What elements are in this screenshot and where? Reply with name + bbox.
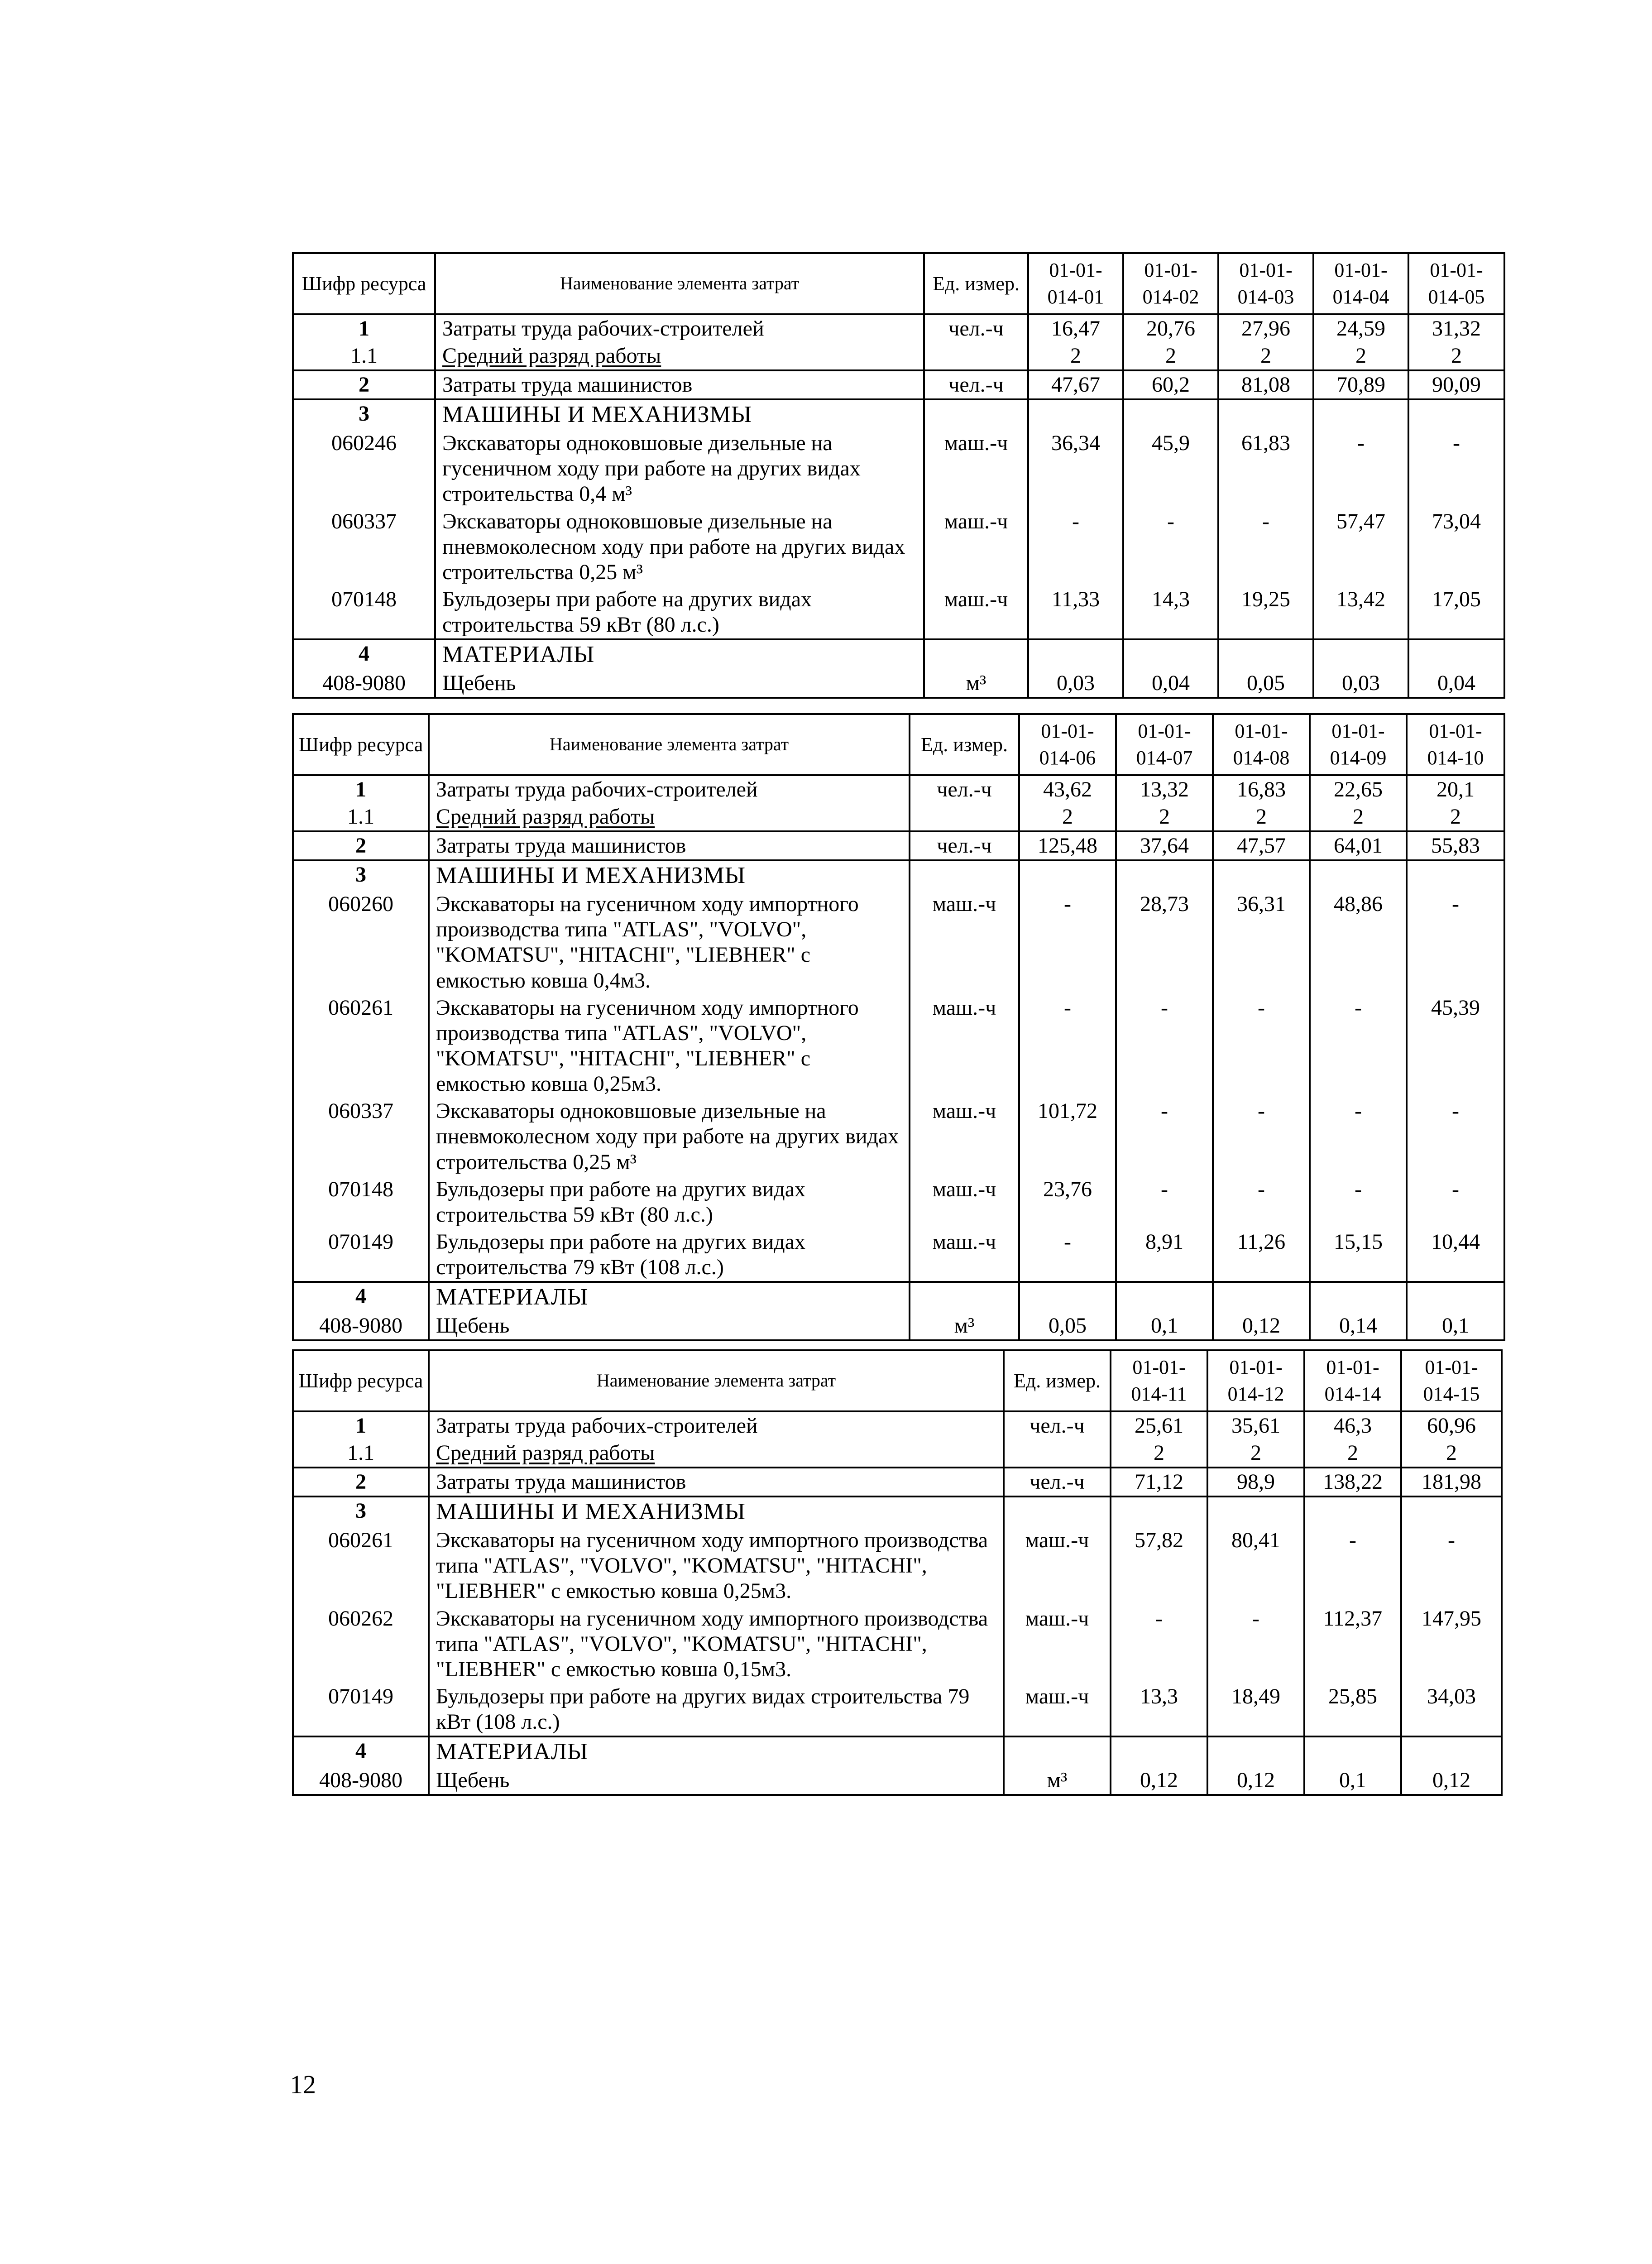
col-header-norm: 01-01- 014-04 — [1313, 253, 1408, 314]
resource-code: 060261 — [293, 994, 429, 1098]
unit — [1004, 1497, 1111, 1527]
unit: маш.-ч — [1004, 1605, 1111, 1683]
cost-element-name: Затраты труда рабочих-строителей — [435, 314, 924, 342]
resource-code: 2 — [293, 1468, 429, 1497]
unit — [924, 342, 1028, 370]
norm-value: 98,9 — [1207, 1468, 1304, 1497]
norm-value: 47,67 — [1028, 370, 1123, 399]
norm-value: 0,1 — [1116, 1312, 1213, 1340]
table-row — [293, 430, 1504, 508]
unit: м³ — [924, 670, 1028, 698]
norm-value: 0,12 — [1213, 1312, 1310, 1340]
unit — [1004, 1736, 1111, 1767]
unit: чел.-ч — [924, 370, 1028, 399]
table-row — [293, 1176, 1504, 1228]
table-row — [293, 1767, 1502, 1795]
col-header-name: Наименование элемента затрат — [435, 253, 924, 314]
norm-value: 2 — [1304, 1439, 1401, 1468]
unit: чел.-ч — [924, 314, 1028, 342]
norm-value: - — [1207, 1605, 1304, 1683]
norm-value: 13,42 — [1313, 586, 1408, 639]
norm-value: 81,08 — [1218, 370, 1313, 399]
col-header-unit: Ед. измер. — [924, 253, 1028, 314]
col-header-name: Наименование элемента затрат — [429, 714, 910, 775]
norm-value: 23,76 — [1019, 1176, 1116, 1228]
unit: маш.-ч — [1004, 1527, 1111, 1605]
unit — [1004, 1439, 1111, 1468]
unit — [910, 1282, 1019, 1312]
table-row — [293, 370, 1504, 399]
norm-value: 0,05 — [1218, 670, 1313, 698]
norm-value: 70,89 — [1313, 370, 1408, 399]
norm-value: 2 — [1019, 803, 1116, 831]
norm-value: 11,33 — [1028, 586, 1123, 639]
norm-value: 46,3 — [1304, 1411, 1401, 1439]
norm-value: - — [1019, 1228, 1116, 1282]
header-row — [293, 253, 1504, 314]
norm-value: 8,91 — [1116, 1228, 1213, 1282]
resource-code: 070149 — [293, 1683, 429, 1736]
unit: чел.-ч — [910, 775, 1019, 803]
norm-value: 43,62 — [1019, 775, 1116, 803]
resource-code: 4 — [293, 639, 435, 670]
norm-value: 31,32 — [1408, 314, 1504, 342]
unit: чел.-ч — [1004, 1468, 1111, 1497]
norm-value: 25,85 — [1304, 1683, 1401, 1736]
norms-table-3 — [292, 1349, 1503, 1796]
norm-value: 0,12 — [1111, 1767, 1207, 1795]
col-header-norm: 01-01- 014-15 — [1401, 1350, 1502, 1411]
norm-value — [1408, 399, 1504, 430]
norm-value: 48,86 — [1310, 891, 1407, 994]
table-row — [293, 1605, 1502, 1683]
norm-value: - — [1123, 508, 1218, 586]
norm-value: 24,59 — [1313, 314, 1408, 342]
section-row — [293, 1282, 1504, 1312]
cost-element-name: Щебень — [429, 1767, 1004, 1795]
norm-value: 0,12 — [1207, 1767, 1304, 1795]
norm-value: 61,83 — [1218, 430, 1313, 508]
table-row — [293, 1439, 1502, 1468]
norm-value: 10,44 — [1407, 1228, 1504, 1282]
col-header-code: Шифр ресурса — [293, 714, 429, 775]
norm-value — [1111, 1736, 1207, 1767]
cost-element-name: Средний разряд работы — [435, 342, 924, 370]
norm-value: 2 — [1313, 342, 1408, 370]
norm-value: 13,3 — [1111, 1683, 1207, 1736]
norm-value: 0,05 — [1019, 1312, 1116, 1340]
resource-code: 408-9080 — [293, 1767, 429, 1795]
norm-value — [1019, 860, 1116, 891]
norm-value: 90,09 — [1408, 370, 1504, 399]
norm-value: 73,04 — [1408, 508, 1504, 586]
norm-value — [1019, 1282, 1116, 1312]
table-row — [293, 831, 1504, 860]
norm-value: 0,04 — [1408, 670, 1504, 698]
col-header-unit: Ед. измер. — [1004, 1350, 1111, 1411]
unit: чел.-ч — [910, 831, 1019, 860]
resource-code: 4 — [293, 1282, 429, 1312]
norm-value: 0,1 — [1304, 1767, 1401, 1795]
norm-value: 138,22 — [1304, 1468, 1401, 1497]
norm-value — [1207, 1497, 1304, 1527]
cost-element-name: Затраты труда машинистов — [429, 1468, 1004, 1497]
section-title: МАТЕРИАЛЫ — [429, 1282, 910, 1312]
section-row — [293, 1736, 1502, 1767]
resource-code: 060262 — [293, 1605, 429, 1683]
resource-code: 1.1 — [293, 803, 429, 831]
norm-value — [1111, 1497, 1207, 1527]
unit: чел.-ч — [1004, 1411, 1111, 1439]
unit — [910, 860, 1019, 891]
norm-value: - — [1407, 1098, 1504, 1175]
table-row — [293, 314, 1504, 342]
norm-value — [1401, 1497, 1502, 1527]
section-title: МАШИНЫ И МЕХАНИЗМЫ — [429, 1497, 1004, 1527]
col-header-norm: 01-01- 014-12 — [1207, 1350, 1304, 1411]
norm-value — [1401, 1736, 1502, 1767]
col-header-norm: 01-01- 014-08 — [1213, 714, 1310, 775]
norm-value: 20,1 — [1407, 775, 1504, 803]
cost-element-name: Экскаваторы на гусеничном ходу импортного производства типа "ATLAS", "VOLVO", "KOMATSU", "HITACHI", "LIEBHER" с емкостью ковша 0,4м3. — [429, 891, 910, 994]
col-header-norm: 01-01- 014-05 — [1408, 253, 1504, 314]
header-row — [293, 714, 1504, 775]
unit — [924, 639, 1028, 670]
norm-value: 0,03 — [1313, 670, 1408, 698]
norm-value: 25,61 — [1111, 1411, 1207, 1439]
norm-value: 20,76 — [1123, 314, 1218, 342]
norm-value: 0,12 — [1401, 1767, 1502, 1795]
table-row — [293, 508, 1504, 586]
col-header-norm: 01-01- 014-01 — [1028, 253, 1123, 314]
col-header-norm: 01-01- 014-03 — [1218, 253, 1313, 314]
col-header-code: Шифр ресурса — [293, 1350, 429, 1411]
unit — [924, 399, 1028, 430]
norm-value: 28,73 — [1116, 891, 1213, 994]
norm-value: 0,1 — [1407, 1312, 1504, 1340]
col-header-norm: 01-01- 014-07 — [1116, 714, 1213, 775]
norm-value — [1310, 860, 1407, 891]
norm-value: 2 — [1207, 1439, 1304, 1468]
resource-code: 060261 — [293, 1527, 429, 1605]
cost-element-name: Экскаваторы одноковшовые дизельные на гусеничном ходу при работе на других видах строительства 0,4 м³ — [435, 430, 924, 508]
resource-code: 060246 — [293, 430, 435, 508]
norm-value: - — [1116, 1098, 1213, 1175]
resource-code: 1 — [293, 314, 435, 342]
norm-value: 112,37 — [1304, 1605, 1401, 1683]
norm-value — [1313, 639, 1408, 670]
unit — [910, 803, 1019, 831]
norm-value: 14,3 — [1123, 586, 1218, 639]
norm-value: - — [1304, 1527, 1401, 1605]
norm-value — [1207, 1736, 1304, 1767]
norm-value: - — [1028, 508, 1123, 586]
unit: маш.-ч — [910, 1176, 1019, 1228]
unit: маш.-ч — [910, 1228, 1019, 1282]
norm-value: 0,04 — [1123, 670, 1218, 698]
cost-element-name: Экскаваторы на гусеничном ходу импортного производства типа "ATLAS", "VOLVO", "KOMATSU", "HITACHI", "LIEBHER" с емкостью ковша 0,25м3. — [429, 994, 910, 1098]
norm-value: - — [1019, 994, 1116, 1098]
col-header-norm: 01-01- 014-09 — [1310, 714, 1407, 775]
norm-value — [1116, 860, 1213, 891]
table-row — [293, 1683, 1502, 1736]
norm-value: - — [1310, 1098, 1407, 1175]
norm-value: 45,9 — [1123, 430, 1218, 508]
norm-value — [1218, 399, 1313, 430]
cost-element-name: Затраты труда рабочих-строителей — [429, 775, 910, 803]
norm-value — [1213, 860, 1310, 891]
col-header-norm: 01-01- 014-14 — [1304, 1350, 1401, 1411]
table-row — [293, 1527, 1502, 1605]
norm-value: 19,25 — [1218, 586, 1313, 639]
table-row — [293, 586, 1504, 639]
norm-value: 2 — [1310, 803, 1407, 831]
norm-value: - — [1313, 430, 1408, 508]
col-header-norm: 01-01- 014-02 — [1123, 253, 1218, 314]
cost-element-name: Щебень — [435, 670, 924, 698]
header-row — [293, 1350, 1502, 1411]
norm-value: 34,03 — [1401, 1683, 1502, 1736]
norm-value: 47,57 — [1213, 831, 1310, 860]
resource-code: 2 — [293, 831, 429, 860]
norm-value: 2 — [1123, 342, 1218, 370]
norm-value: 11,26 — [1213, 1228, 1310, 1282]
norm-value — [1028, 639, 1123, 670]
section-row — [293, 1497, 1502, 1527]
cost-element-name: Бульдозеры при работе на других видах строительства 59 кВт (80 л.с.) — [435, 586, 924, 639]
unit: маш.-ч — [910, 1098, 1019, 1175]
page-number: 12 — [290, 2070, 316, 2099]
cost-element-name: Экскаваторы одноковшовые дизельные на пневмоколесном ходу при работе на других видах строительства 0,25 м³ — [429, 1098, 910, 1175]
norm-value: 64,01 — [1310, 831, 1407, 860]
resource-code: 1.1 — [293, 1439, 429, 1468]
norm-value: - — [1407, 891, 1504, 994]
resource-code: 4 — [293, 1736, 429, 1767]
norm-value: 60,2 — [1123, 370, 1218, 399]
cost-element-name: Затраты труда машинистов — [429, 831, 910, 860]
norm-value: 45,39 — [1407, 994, 1504, 1098]
norm-value: 36,31 — [1213, 891, 1310, 994]
table-row — [293, 1411, 1502, 1439]
section-title: МАТЕРИАЛЫ — [435, 639, 924, 670]
unit: м³ — [1004, 1767, 1111, 1795]
norm-value: - — [1213, 994, 1310, 1098]
col-header-name: Наименование элемента затрат — [429, 1350, 1004, 1411]
table-row — [293, 1098, 1504, 1175]
resource-code: 1.1 — [293, 342, 435, 370]
norm-value: 57,47 — [1313, 508, 1408, 586]
norm-value: - — [1310, 994, 1407, 1098]
norm-value: 22,65 — [1310, 775, 1407, 803]
cost-element-name: Средний разряд работы — [429, 803, 910, 831]
norm-value — [1028, 399, 1123, 430]
norm-value: - — [1310, 1176, 1407, 1228]
norm-value: 2 — [1218, 342, 1313, 370]
resource-code: 1 — [293, 1411, 429, 1439]
resource-code: 070148 — [293, 1176, 429, 1228]
resource-code: 070149 — [293, 1228, 429, 1282]
norm-value: 147,95 — [1401, 1605, 1502, 1683]
norm-value: 101,72 — [1019, 1098, 1116, 1175]
resource-code: 3 — [293, 860, 429, 891]
norm-value: - — [1213, 1176, 1310, 1228]
norm-value: - — [1213, 1098, 1310, 1175]
norm-value: - — [1401, 1527, 1502, 1605]
table-row — [293, 891, 1504, 994]
norm-value: 18,49 — [1207, 1683, 1304, 1736]
norm-value: 57,82 — [1111, 1527, 1207, 1605]
norm-value: 181,98 — [1401, 1468, 1502, 1497]
section-row — [293, 860, 1504, 891]
norm-value: 2 — [1028, 342, 1123, 370]
norm-value: 2 — [1401, 1439, 1502, 1468]
norm-value: - — [1019, 891, 1116, 994]
unit: маш.-ч — [924, 508, 1028, 586]
norm-value: 60,96 — [1401, 1411, 1502, 1439]
cost-element-name: Экскаваторы на гусеничном ходу импортного производства типа "ATLAS", "VOLVO", "KOMATSU", "HITACHI", "LIEBHER" с емкостью ковша 0,25м3. — [429, 1527, 1004, 1605]
resource-code: 060260 — [293, 891, 429, 994]
norm-value: - — [1407, 1176, 1504, 1228]
table-row — [293, 994, 1504, 1098]
norm-value: 27,96 — [1218, 314, 1313, 342]
norm-value — [1310, 1282, 1407, 1312]
norm-value: 2 — [1213, 803, 1310, 831]
cost-element-name: Затраты труда рабочих-строителей — [429, 1411, 1004, 1439]
norm-value: 37,64 — [1116, 831, 1213, 860]
unit: м³ — [910, 1312, 1019, 1340]
norm-value: - — [1116, 1176, 1213, 1228]
section-title: МАШИНЫ И МЕХАНИЗМЫ — [435, 399, 924, 430]
norm-value: 36,34 — [1028, 430, 1123, 508]
norms-table-2 — [292, 713, 1505, 1341]
cost-element-name: Затраты труда машинистов — [435, 370, 924, 399]
resource-code: 408-9080 — [293, 670, 435, 698]
cost-element-name: Щебень — [429, 1312, 910, 1340]
table-row — [293, 803, 1504, 831]
resource-code: 408-9080 — [293, 1312, 429, 1340]
norm-value: - — [1408, 430, 1504, 508]
table-row — [293, 775, 1504, 803]
norm-value — [1313, 399, 1408, 430]
col-header-unit: Ед. измер. — [910, 714, 1019, 775]
cost-element-name: Средний разряд работы — [429, 1439, 1004, 1468]
norm-value: 80,41 — [1207, 1527, 1304, 1605]
section-title: МАТЕРИАЛЫ — [429, 1736, 1004, 1767]
cost-element-name: Бульдозеры при работе на других видах строительства 59 кВт (80 л.с.) — [429, 1176, 910, 1228]
norm-value — [1304, 1497, 1401, 1527]
norm-value — [1407, 860, 1504, 891]
table-row — [293, 1468, 1502, 1497]
col-header-norm: 01-01- 014-11 — [1111, 1350, 1207, 1411]
norm-value — [1123, 399, 1218, 430]
resource-code: 1 — [293, 775, 429, 803]
norm-value: 2 — [1111, 1439, 1207, 1468]
cost-element-name: Бульдозеры при работе на других видах строительства 79 кВт (108 л.с.) — [429, 1683, 1004, 1736]
norm-value: 71,12 — [1111, 1468, 1207, 1497]
unit: маш.-ч — [924, 430, 1028, 508]
norm-value — [1218, 639, 1313, 670]
norm-value — [1408, 639, 1504, 670]
norm-value: - — [1116, 994, 1213, 1098]
norm-value: 0,03 — [1028, 670, 1123, 698]
norm-value: 17,05 — [1408, 586, 1504, 639]
norm-value — [1123, 639, 1218, 670]
resource-code: 2 — [293, 370, 435, 399]
norms-table-1 — [292, 252, 1505, 699]
norm-value: 35,61 — [1207, 1411, 1304, 1439]
section-row — [293, 639, 1504, 670]
cost-element-name: Экскаваторы одноковшовые дизельные на пневмоколесном ходу при работе на других видах строительства 0,25 м³ — [435, 508, 924, 586]
resource-code: 3 — [293, 1497, 429, 1527]
norm-value: 16,83 — [1213, 775, 1310, 803]
norm-value: 2 — [1408, 342, 1504, 370]
norm-value — [1407, 1282, 1504, 1312]
norm-value: 2 — [1116, 803, 1213, 831]
cost-element-name: Экскаваторы на гусеничном ходу импортного производства типа "ATLAS", "VOLVO", "KOMATSU", "HITACHI", "LIEBHER" с емкостью ковша 0,15м3. — [429, 1605, 1004, 1683]
table-row — [293, 670, 1504, 698]
norm-value — [1213, 1282, 1310, 1312]
unit: маш.-ч — [1004, 1683, 1111, 1736]
resource-code: 060337 — [293, 508, 435, 586]
resource-code: 070148 — [293, 586, 435, 639]
norm-value — [1116, 1282, 1213, 1312]
col-header-norm: 01-01- 014-10 — [1407, 714, 1504, 775]
unit: маш.-ч — [910, 994, 1019, 1098]
norm-value — [1304, 1736, 1401, 1767]
unit: маш.-ч — [910, 891, 1019, 994]
unit: маш.-ч — [924, 586, 1028, 639]
norm-value: 16,47 — [1028, 314, 1123, 342]
section-row — [293, 399, 1504, 430]
norm-value: 15,15 — [1310, 1228, 1407, 1282]
norm-value: 2 — [1407, 803, 1504, 831]
table-row — [293, 1228, 1504, 1282]
section-title: МАШИНЫ И МЕХАНИЗМЫ — [429, 860, 910, 891]
col-header-norm: 01-01- 014-06 — [1019, 714, 1116, 775]
norm-value: 13,32 — [1116, 775, 1213, 803]
cost-element-name: Бульдозеры при работе на других видах строительства 79 кВт (108 л.с.) — [429, 1228, 910, 1282]
resource-code: 060337 — [293, 1098, 429, 1175]
norm-value: 125,48 — [1019, 831, 1116, 860]
norm-value: 0,14 — [1310, 1312, 1407, 1340]
norm-value: - — [1218, 508, 1313, 586]
col-header-code: Шифр ресурса — [293, 253, 435, 314]
resource-code: 3 — [293, 399, 435, 430]
norm-value: - — [1111, 1605, 1207, 1683]
table-row — [293, 342, 1504, 370]
table-row — [293, 1312, 1504, 1340]
norm-value: 55,83 — [1407, 831, 1504, 860]
